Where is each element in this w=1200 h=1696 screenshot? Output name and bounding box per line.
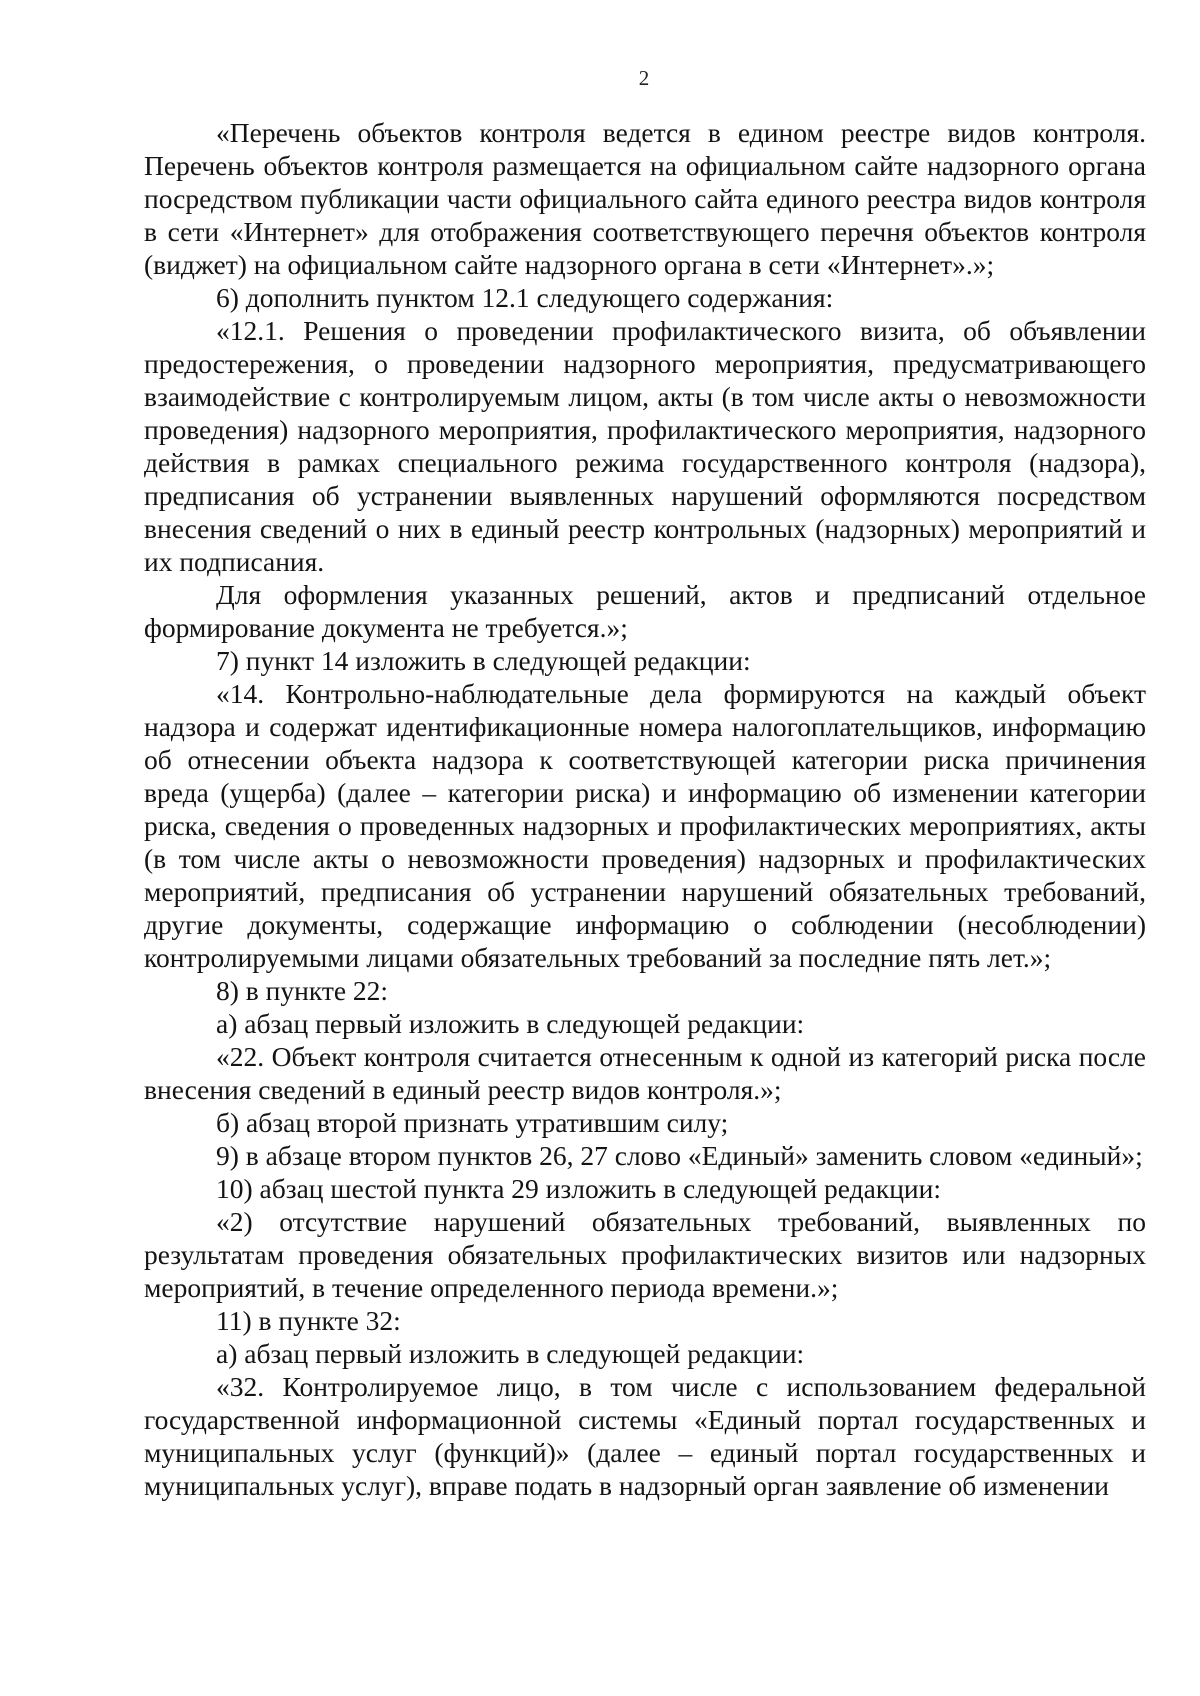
document-body	[144, 116, 1146, 1502]
page-number: 2	[638, 66, 650, 90]
paragraph-item-7: 7) пункт 14 изложить в следующей редакции:	[216, 645, 751, 676]
paragraph-item-8: 8) в пункте 22:	[216, 975, 389, 1006]
paragraph-item-11: 11) в пункте 32:	[216, 1305, 401, 1336]
paragraph-14: «14. Контрольно-наблюдательные дела формируются на каждый объект надзора и содержат идентификационные номера налогоплательщиков, информацию об отнесении объекта надзора к соответствующей категории риска причинения вреда (ущерба) (далее – категории риска) и информацию об изменении категории риска, сведения о проведенных надзорных и профилактических мероприятиях, акты (в том числе акты о невозможности проведения) надзорных и профилактических мероприятий, предписания об устранении нарушений обязательных требований, другие документы, содержащие информацию о соблюдении (несоблюдении) контролируемыми лицами обязательных требований за последние пять лет.»;	[144, 678, 1146, 973]
paragraph-objects-list: «Перечень объектов контроля ведется в едином реестре видов контроля. Перечень объектов контроля размещается на официальном сайте надзорного органа посредством публикации части официального сайта единого реестра видов контроля в сети «Интернет» для отображения соответствующего перечня объектов контроля (виджет) на официальном сайте надзорного органа в сети «Интернет».»;	[144, 117, 1146, 280]
paragraph-12-1-note: Для оформления указанных решений, актов и предписаний отдельное формирование документа не требуется.»;	[144, 579, 1146, 643]
paragraph-item-9: 9) в абзаце втором пунктов 26, 27 слово «Единый» заменить словом «единый»;	[216, 1140, 1143, 1171]
paragraph-item-11a: а) абзац первый изложить в следующей редакции:	[216, 1338, 805, 1369]
paragraph-32: «32. Контролируемое лицо, в том числе с использованием федеральной государственной информационной системы «Единый портал государственных и муниципальных услуг (функций)» (далее – единый портал государственных и муниципальных услуг), вправе подать в надзорный орган заявление об изменении	[144, 1371, 1146, 1501]
paragraph-12-1: «12.1. Решения о проведении профилактического визита, об объявлении предостережения, о проведении надзорного мероприятия, предусматривающего взаимодействие с контролируемым лицом, акты (в том числе акты о невозможности проведения) надзорного мероприятия, профилактического мероприятия, надзорного действия в рамках специального режима государственного контроля (надзора), предписания об устранении выявленных нарушений оформляются посредством внесения сведений о них в единый реестр контрольных (надзорных) мероприятий и их подписания.	[144, 315, 1146, 577]
paragraph-item-8a: а) абзац первый изложить в следующей редакции:	[216, 1008, 805, 1039]
paragraph-22: «22. Объект контроля считается отнесенным к одной из категорий риска после внесения сведений в единый реестр видов контроля.»;	[144, 1041, 1146, 1105]
paragraph-item-10: 10) абзац шестой пункта 29 изложить в следующей редакции:	[216, 1173, 942, 1204]
paragraph-item-6: 6) дополнить пунктом 12.1 следующего содержания:	[216, 282, 834, 313]
paragraph-item-8b: б) абзац второй признать утратившим силу;	[216, 1107, 729, 1138]
paragraph-29-2: «2) отсутствие нарушений обязательных требований, выявленных по результатам проведения обязательных профилактических визитов или надзорных мероприятий, в течение определенного периода времени.»;	[144, 1206, 1146, 1303]
